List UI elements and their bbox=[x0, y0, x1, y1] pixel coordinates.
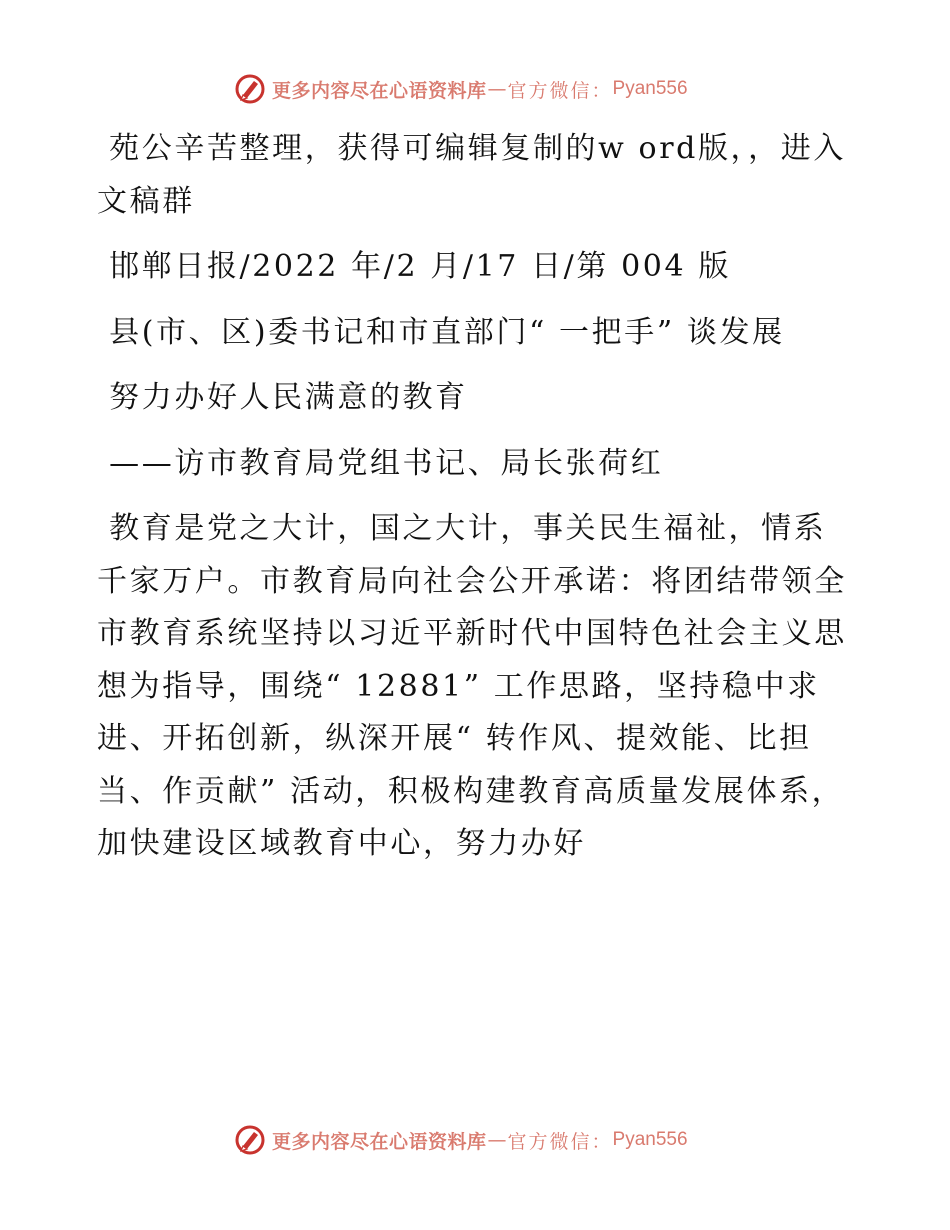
footer-separator: — bbox=[487, 1129, 507, 1151]
pen-logo-icon bbox=[234, 1124, 266, 1156]
footer-banner bbox=[234, 1123, 688, 1157]
article-subtitle: ——访市教育局党组书记、局长张荷红 bbox=[97, 445, 664, 481]
header-separator: — bbox=[487, 78, 507, 100]
intro-note: 苑公辛苦整理，获得可编辑复制的w ord版，，进入文稿群 bbox=[97, 131, 846, 219]
article-title: 努力办好人民满意的教育 bbox=[97, 380, 468, 415]
article-body bbox=[97, 123, 857, 871]
header-wechat-id: Pyan556 bbox=[612, 78, 688, 99]
body-paragraph: 教育是党之大计，国之大计，事关民生福祉，情系千家万户。市教育局向社会公开承诺：将团结带领全市教育系统坚持以习近平新时代中国特色社会主义思想为指导，围绕“ 12881” 工作思路，坚持稳中求进、开拓创新，纵深开展“ 转作风、提效能、比担当、作贡献” 活动，积极构建教育高质量发展体系，加快建设区域教育中心，努力办好 bbox=[97, 511, 847, 861]
footer-wechat-id: Pyan556 bbox=[612, 1129, 688, 1150]
footer-brand: 更多内容尽在心语资料库 bbox=[272, 1130, 487, 1153]
header-wechat-label: 官方微信： bbox=[507, 79, 613, 102]
header-brand: 更多内容尽在心语资料库 bbox=[272, 79, 487, 102]
column-title: 县(市、区)委书记和市直部门“ 一把手” 谈发展 bbox=[97, 314, 785, 350]
header-banner bbox=[234, 72, 688, 106]
footer-wechat-label: 官方微信： bbox=[507, 1130, 613, 1153]
source-line: 邯郸日报/2022 年/2 月/17 日/第 004 版 bbox=[97, 249, 731, 284]
pen-logo-icon bbox=[234, 73, 266, 105]
